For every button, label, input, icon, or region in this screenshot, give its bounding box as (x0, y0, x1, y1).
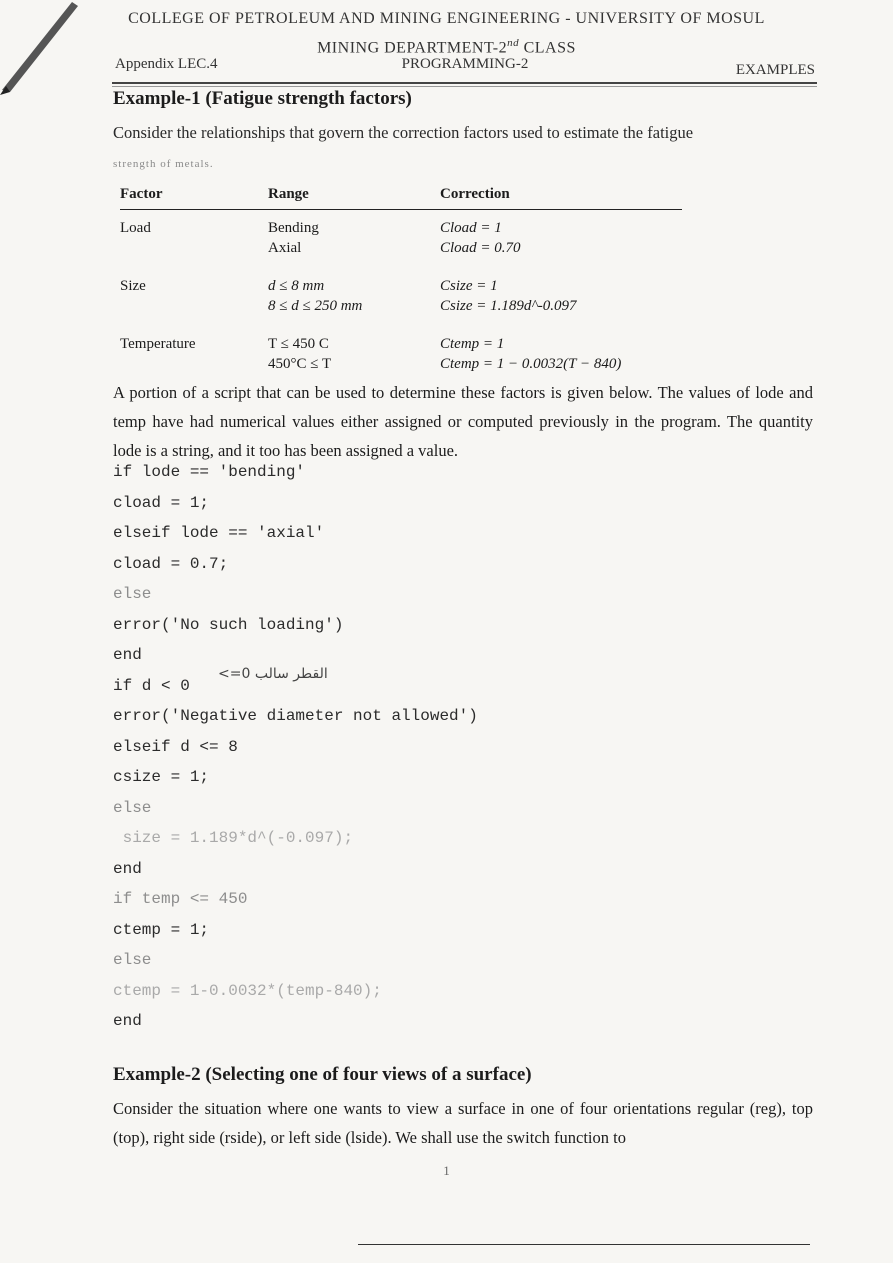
table-row (120, 268, 682, 326)
factor-cell: Size (120, 278, 146, 294)
code-line: error('No such loading') (113, 615, 344, 634)
correction-line: Csize = 1.189d^-0.097 (440, 298, 577, 314)
range-cell (268, 210, 440, 269)
matlab-code-block (113, 463, 478, 1043)
handwritten-note: <=0 القطر سالب (218, 666, 328, 682)
factors-table (120, 182, 682, 384)
range-cell (268, 326, 440, 384)
example1-intro (113, 118, 813, 179)
intro-text: Consider the relationships that govern the correction factors used to estimate the fatigue (113, 123, 694, 142)
footer-rule (358, 1244, 810, 1245)
code-line: elseif d <= 8 (113, 737, 238, 756)
code-line: if lode == 'bending' (113, 463, 306, 481)
code-line: ctemp = 1-0.0032*(temp-840); (113, 981, 382, 1000)
code-line: else (113, 951, 152, 969)
header-rule-thin (112, 86, 817, 87)
page-number: 1 (443, 1163, 450, 1178)
table-row (120, 210, 682, 269)
code-line: cload = 1; (113, 493, 210, 512)
correction-line: Cload = 0.70 (440, 240, 521, 256)
code-line: end (113, 646, 142, 664)
factor-cell: Temperature (120, 336, 196, 352)
code-line: end (113, 859, 142, 878)
range-line: d ≤ 8 mm (268, 278, 325, 294)
college-name: COLLEGE OF PETROLEUM AND MINING ENGINEERING - UNIVERSITY OF MOSUL (128, 10, 765, 27)
code-line: end (113, 1012, 142, 1030)
appendix-label: Appendix LEC.4 (115, 56, 218, 72)
code-line: if d < 0 (113, 676, 190, 695)
table-header-range: Range (268, 182, 440, 210)
example1-title: Example-1 (Fatigue strength factors) (113, 88, 412, 109)
correction-cell (440, 210, 682, 269)
factor-cell: Load (120, 220, 151, 236)
range-cell (268, 268, 440, 326)
range-line: 8 ≤ d ≤ 250 mm (268, 298, 363, 314)
correction-line: Cload = 1 (440, 220, 502, 236)
section-label: EXAMPLES (735, 62, 815, 78)
intro-faded-text: strength of metals. (113, 158, 214, 170)
code-line: size = 1.189*d^(-0.097); (113, 829, 354, 847)
code-line: if temp <= 450 (113, 890, 248, 908)
code-line: error('Negative diameter not allowed') (113, 707, 478, 725)
code-line: csize = 1; (113, 768, 210, 786)
range-line: Bending (268, 220, 319, 236)
example2-paragraph: Consider the situation where one wants to view a surface in one of four orientations regular (reg), top (top), right side (rside), or left side (lside). We shall use the switch function to (113, 1099, 813, 1147)
code-line: ctemp = 1; (113, 920, 210, 939)
range-line: 450°C ≤ T (268, 356, 332, 372)
course-label: PROGRAMMING-2 (401, 56, 529, 72)
table-header-correction: Correction (440, 182, 682, 210)
example1-paragraph: A portion of a script that can be used to determine these factors is given below. The values of lode and temp have had numerical values either assigned or computed previously in the program. The quantity lode is a string, and it too has been assigned a value. (113, 383, 813, 460)
header-row (115, 56, 815, 78)
range-line: T ≤ 450 C (268, 336, 329, 352)
correction-cell (440, 326, 682, 384)
code-line: elseif lode == 'axial' (113, 524, 325, 542)
code-line: cload = 0.7; (113, 554, 229, 573)
range-line: Axial (268, 240, 302, 256)
correction-line: Ctemp = 1 − 0.0032(T − 840) (440, 356, 622, 372)
header-rule (112, 82, 817, 84)
correction-cell (440, 268, 682, 326)
code-line: else (113, 798, 152, 817)
code-line: else (113, 585, 152, 603)
example2-title: Example-2 (Selecting one of four views of a surface) (113, 1064, 532, 1085)
table-row (120, 326, 682, 384)
correction-line: Ctemp = 1 (440, 336, 505, 352)
correction-line: Csize = 1 (440, 278, 498, 294)
table-header-row (120, 182, 682, 210)
table-header-factor: Factor (120, 182, 268, 210)
department-line: MINING DEPARTMENT-2nd CLASS (317, 37, 576, 57)
